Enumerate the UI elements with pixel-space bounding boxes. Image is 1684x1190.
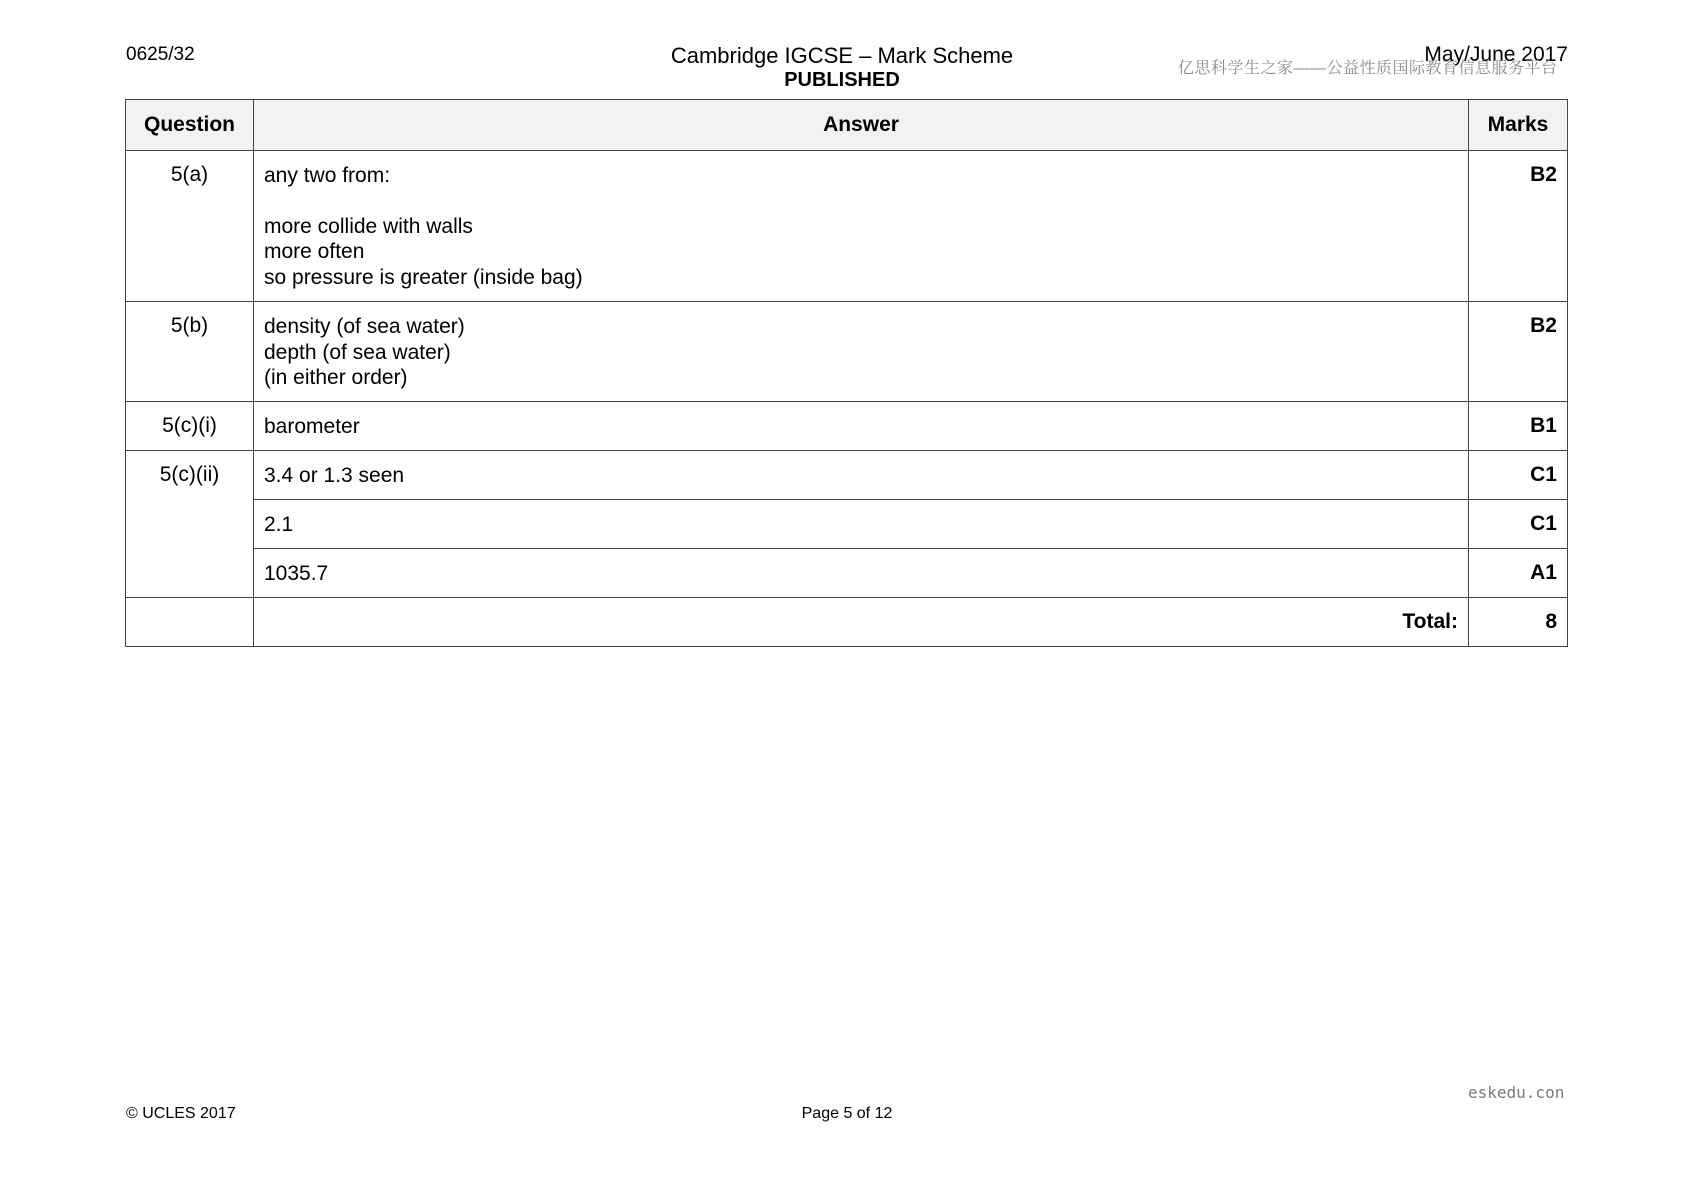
table-row — [126, 302, 1568, 402]
answer-spacer — [264, 189, 1458, 214]
table-header-row — [126, 100, 1568, 151]
question-number: 5(a) — [126, 151, 254, 302]
answer-line: (in either order) — [264, 366, 408, 389]
answer-cell — [254, 302, 1469, 402]
marks-cell: B1 — [1469, 402, 1568, 451]
answer-line: more collide with walls — [264, 214, 473, 238]
marks-cell: B2 — [1469, 302, 1568, 402]
document-subtitle: PUBLISHED — [784, 69, 900, 91]
answer-cell: barometer — [254, 402, 1469, 451]
column-header-answer: Answer — [254, 100, 1469, 151]
site-watermark: eskedu.con — [1468, 1083, 1565, 1102]
empty-cell — [126, 598, 254, 647]
total-row — [126, 598, 1568, 647]
table-row — [126, 549, 1568, 598]
marks-cell: C1 — [1469, 500, 1568, 549]
mark-scheme-table — [125, 99, 1568, 647]
watermark-text: 亿思科学生之家——公益性质国际教育信息服务平台 — [1178, 60, 1558, 77]
answer-line: density (of sea water) — [264, 315, 465, 338]
column-header-question: Question — [126, 100, 254, 151]
page-number: Page 5 of 12 — [801, 1105, 893, 1122]
answer-cell: 2.1 — [254, 500, 1469, 549]
marks-cell: C1 — [1469, 451, 1568, 500]
question-number: 5(c)(i) — [126, 402, 254, 451]
paper-code: 0625/32 — [126, 44, 195, 65]
session-date: May/June 2017 — [1424, 43, 1568, 66]
answer-cell — [254, 151, 1469, 302]
answer-line: depth (of sea water) — [264, 340, 451, 364]
marks-cell: A1 — [1469, 549, 1568, 598]
total-label: Total: — [254, 598, 1469, 647]
answer-line: more often — [264, 240, 365, 263]
marks-cell: B2 — [1469, 151, 1568, 302]
answer-cell: 1035.7 — [254, 549, 1469, 598]
table-row — [126, 151, 1568, 302]
column-header-marks: Marks — [1469, 100, 1568, 151]
question-number: 5(b) — [126, 302, 254, 402]
answer-line: any two from: — [264, 164, 391, 187]
document-title: Cambridge IGCSE – Mark Scheme — [670, 43, 1014, 68]
answer-line: so pressure is greater (inside bag) — [264, 265, 583, 289]
question-number: 5(c)(ii) — [126, 451, 254, 598]
answer-cell: 3.4 or 1.3 seen — [254, 451, 1469, 500]
total-marks: 8 — [1469, 598, 1568, 647]
table-row — [126, 402, 1568, 451]
table-row — [126, 451, 1568, 500]
table-row — [126, 500, 1568, 549]
copyright: © UCLES 2017 — [126, 1105, 236, 1122]
